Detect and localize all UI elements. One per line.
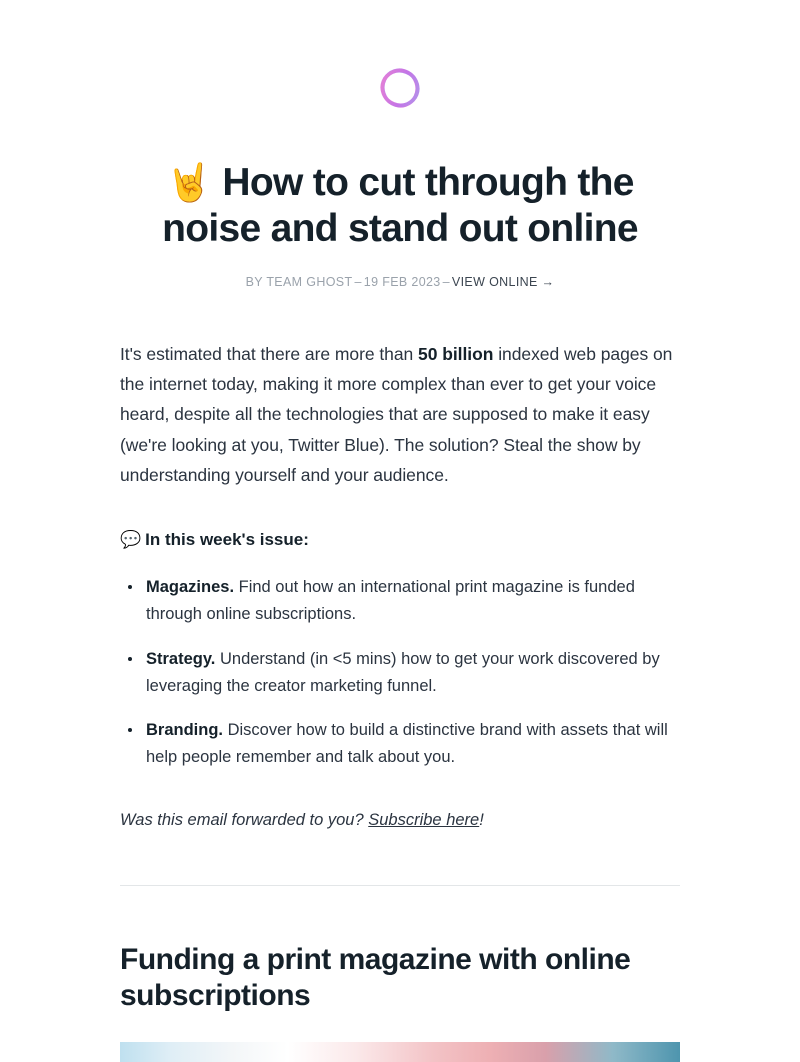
email-body (0, 339, 800, 1062)
byline (0, 275, 800, 289)
subscribe-link[interactable]: Subscribe here (368, 810, 480, 829)
ghost-ring-logo-icon[interactable] (374, 62, 426, 114)
forwarded-prefix: Was this email forwarded to you? (120, 810, 369, 829)
lede-part-2: indexed web pages on the internet today, making it more complex than ever to get your voice heard, despite all the technologies that are supposed to make it easy (we're looking at you, Twitter Blue). The solution? Steal the show by understanding yourself and your audience. (120, 344, 673, 485)
lede-part-1: It's estimated that there are more than (120, 344, 419, 365)
list-item (120, 717, 680, 771)
list-item-text: Discover how to build a distinctive brand with assets that will help people remember and talk about you. (146, 721, 668, 767)
section-title: Funding a print magazine with online subscriptions (120, 942, 631, 1012)
lede-paragraph (120, 339, 680, 489)
forwarded-note (120, 807, 680, 833)
speech-balloon-icon: 💬 (120, 529, 142, 549)
lede-highlight: 50 billion (418, 344, 494, 365)
byline-author: BY TEAM GHOST (245, 275, 353, 290)
byline-separator-1: – (354, 275, 362, 290)
page-title (120, 160, 680, 251)
list-item-label: Strategy. (146, 649, 216, 668)
list-item (120, 646, 680, 700)
list-item-text: Understand (in <5 mins) how to get your work discovered by leveraging the creator marketing funnel. (146, 649, 660, 695)
section-divider (120, 885, 680, 886)
forwarded-suffix: ! (479, 810, 484, 829)
issue-heading (120, 527, 680, 553)
byline-date: 19 FEB 2023 (363, 275, 441, 290)
logo-row (0, 0, 800, 114)
issue-heading-text: In this week's issue: (145, 529, 309, 549)
list-item (120, 574, 680, 628)
view-online-link[interactable]: VIEW ONLINE → (451, 275, 555, 290)
feature-image (120, 1042, 680, 1062)
sign-of-the-horns-icon: 🤘 (166, 162, 213, 203)
page-title-text: How to cut through the noise and stand out online (162, 161, 638, 250)
issue-list (120, 574, 680, 771)
list-item-label: Branding. (146, 721, 223, 740)
byline-separator-2: – (442, 275, 450, 290)
list-item-label: Magazines. (146, 578, 235, 597)
list-item-text: Find out how an international print magazine is funded through online subscriptions. (146, 578, 635, 624)
title-block (0, 160, 800, 251)
